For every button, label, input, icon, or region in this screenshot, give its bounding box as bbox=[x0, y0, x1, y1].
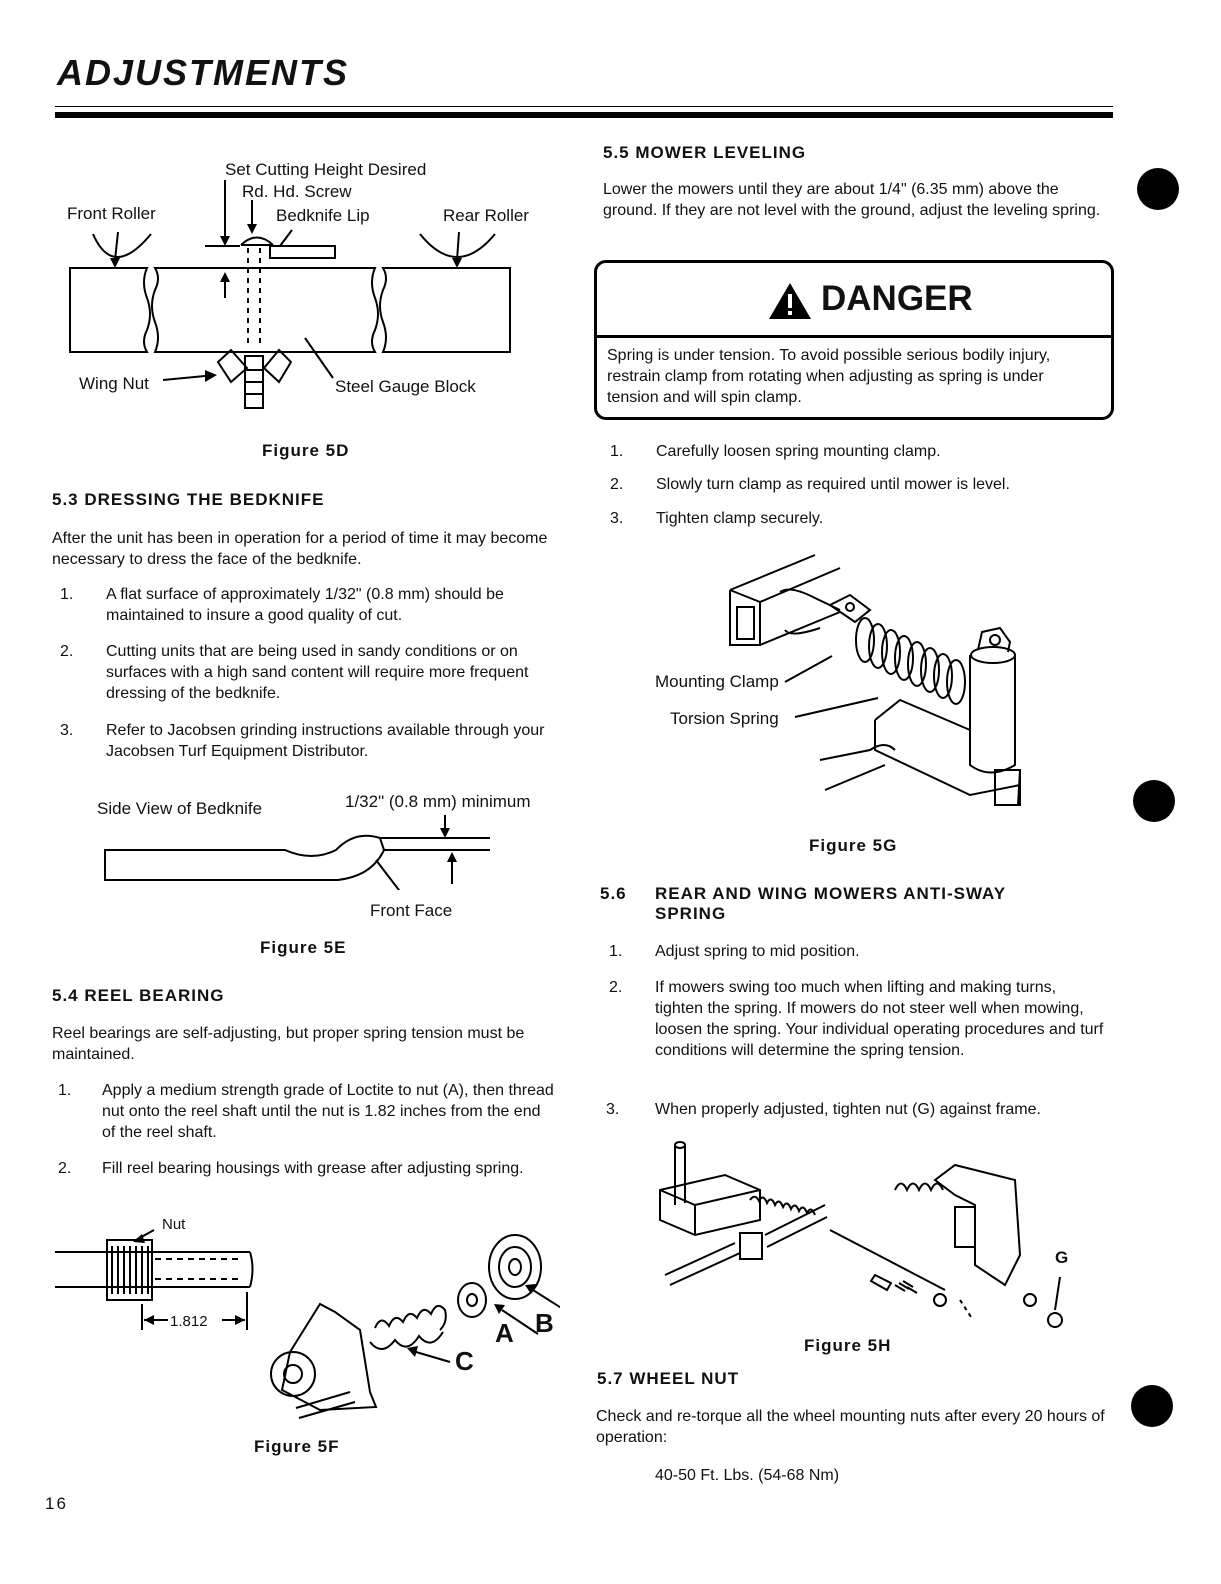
list-item-text: Fill reel bearing housings with grease after adjusting spring. bbox=[102, 1160, 524, 1177]
figure-5e-diagram bbox=[100, 810, 500, 890]
list-item-text: Slowly turn clamp as required until mower is level. bbox=[656, 476, 1010, 493]
fig5e-label-minimum: 1/32" (0.8 mm) minimum bbox=[345, 792, 531, 811]
fig5d-label-screw: Rd. Hd. Screw bbox=[242, 182, 352, 201]
list-item-text: Adjust spring to mid position. bbox=[655, 943, 860, 960]
binder-hole bbox=[1137, 168, 1179, 210]
section-5-4-heading: 5.4 REEL BEARING bbox=[52, 986, 225, 1005]
section-5-6-number: 5.6 bbox=[600, 884, 627, 903]
list-item-text: Carefully loosen spring mounting clamp. bbox=[656, 443, 941, 460]
list-item-number: 2. bbox=[609, 979, 623, 996]
torque-spec: 40-50 Ft. Lbs. (54-68 Nm) bbox=[655, 1467, 840, 1484]
section-5-4-intro: Reel bearings are self-adjusting, but proper spring tension must be maintained. bbox=[52, 1025, 525, 1063]
list-item-number: 1. bbox=[610, 443, 624, 460]
section-5-5-intro: Lower the mowers until they are about 1/4" (6.35 mm) above the ground. If they are not level with the ground, adjust the leveling spring. bbox=[603, 181, 1101, 219]
danger-box bbox=[594, 260, 1114, 420]
section-5-3-intro: After the unit has been in operation for a period of time it may become necessary to dress the face of the bedknife. bbox=[52, 530, 548, 568]
page-number: 16 bbox=[45, 1494, 68, 1513]
list-item-number: 2. bbox=[610, 476, 624, 493]
figure-5f-caption: Figure 5F bbox=[254, 1437, 340, 1456]
list-item bbox=[58, 1080, 563, 1146]
list-item bbox=[610, 508, 1100, 530]
list-item bbox=[609, 977, 1109, 1087]
section-5-7-heading: 5.7 WHEEL NUT bbox=[597, 1369, 740, 1388]
list-item bbox=[610, 474, 1100, 496]
fig5d-label-rear-roller: Rear Roller bbox=[443, 206, 529, 225]
section-5-7-intro: Check and re-torque all the wheel mounting nuts after every 20 hours of operation: bbox=[596, 1408, 1105, 1446]
fig5e-label-front-face: Front Face bbox=[370, 901, 453, 920]
fig5g-label-mounting-clamp: Mounting Clamp bbox=[655, 672, 779, 691]
warning-triangle-icon bbox=[767, 281, 813, 321]
binder-hole bbox=[1131, 1385, 1173, 1427]
list-item bbox=[606, 1099, 1106, 1121]
figure-5h-diagram bbox=[655, 1135, 1095, 1345]
danger-divider bbox=[597, 335, 1111, 338]
list-item bbox=[60, 720, 565, 764]
list-item-text: A flat surface of approximately 1/32" (0.8 mm) should be maintained to insure a good quality of cut. bbox=[106, 586, 504, 624]
list-item-number: 1. bbox=[58, 1082, 72, 1099]
figure-5e-caption: Figure 5E bbox=[260, 938, 347, 957]
binder-hole bbox=[1133, 780, 1175, 822]
header-rule-thick bbox=[55, 112, 1113, 118]
list-item-number: 3. bbox=[60, 722, 74, 739]
fig5f-label-a: A bbox=[495, 1318, 514, 1348]
fig5f-label-c: C bbox=[455, 1346, 474, 1376]
fig5d-label-wing-nut: Wing Nut bbox=[79, 374, 149, 393]
list-item-text: Apply a medium strength grade of Loctite to nut (A), then thread nut onto the reel shaft until the nut is 1.82 inches from the end of the reel shaft. bbox=[102, 1082, 554, 1141]
figure-5f-diagram bbox=[50, 1212, 560, 1437]
list-item bbox=[609, 941, 1109, 963]
list-item-text: Refer to Jacobsen grinding instructions available through your Jacobsen Turf Equipment Distributor. bbox=[106, 722, 545, 760]
list-item bbox=[60, 641, 565, 707]
figure-5g-caption: Figure 5G bbox=[809, 836, 898, 855]
fig5f-label-b: B bbox=[535, 1308, 554, 1338]
fig5d-label-set-height: Set Cutting Height Desired bbox=[225, 160, 427, 179]
list-item-number: 1. bbox=[60, 586, 74, 603]
list-item bbox=[610, 441, 1100, 463]
section-5-3-heading: 5.3 DRESSING THE BEDKNIFE bbox=[52, 490, 325, 509]
list-item bbox=[60, 584, 565, 628]
danger-title: DANGER bbox=[821, 279, 973, 318]
fig5d-label-lip: Bedknife Lip bbox=[276, 206, 370, 225]
fig5g-label-torsion-spring: Torsion Spring bbox=[670, 709, 779, 728]
fig5e-label-side-view: Side View of Bedknife bbox=[97, 799, 263, 818]
list-item-number: 3. bbox=[610, 510, 624, 527]
list-item-text: Cutting units that are being used in sandy conditions or on surfaces with a high sand content will require more frequent dressing of the bedknife. bbox=[106, 643, 529, 702]
header-rule-thin bbox=[55, 106, 1113, 107]
list-item-number: 1. bbox=[609, 943, 623, 960]
section-5-5-heading: 5.5 MOWER LEVELING bbox=[603, 143, 807, 162]
fig5d-label-front-roller: Front Roller bbox=[67, 204, 156, 223]
figure-5h-caption: Figure 5H bbox=[804, 1336, 892, 1355]
list-item-text: Tighten clamp securely. bbox=[656, 510, 824, 527]
list-item-number: 2. bbox=[58, 1160, 72, 1177]
fig5f-label-dimension: 1.812 bbox=[170, 1313, 208, 1330]
page-title: ADJUSTMENTS bbox=[57, 52, 350, 93]
list-item-text: When properly adjusted, tighten nut (G) against frame. bbox=[655, 1101, 1041, 1118]
fig5f-label-nut: Nut bbox=[162, 1216, 186, 1233]
list-item-text: If mowers swing too much when lifting and making turns, tighten the spring. If mowers do not steer well when mowing, loosen the spring. Your individual operating procedures and turf conditions will determine the spring tension. bbox=[655, 979, 1104, 1059]
list-item-number: 3. bbox=[606, 1101, 620, 1118]
figure-5d-caption: Figure 5D bbox=[262, 441, 350, 460]
danger-text: Spring is under tension. To avoid possible serious bodily injury, restrain clamp from rotating when adjusting as spring is under tension and will spin clamp. bbox=[607, 347, 1051, 406]
list-item-number: 2. bbox=[60, 643, 74, 660]
fig5d-label-gauge-block: Steel Gauge Block bbox=[335, 377, 476, 396]
fig5h-label-g: G bbox=[1055, 1248, 1069, 1267]
list-item bbox=[58, 1158, 563, 1202]
section-5-6-heading: REAR AND WING MOWERS ANTI-SWAY SPRING bbox=[655, 884, 1006, 923]
